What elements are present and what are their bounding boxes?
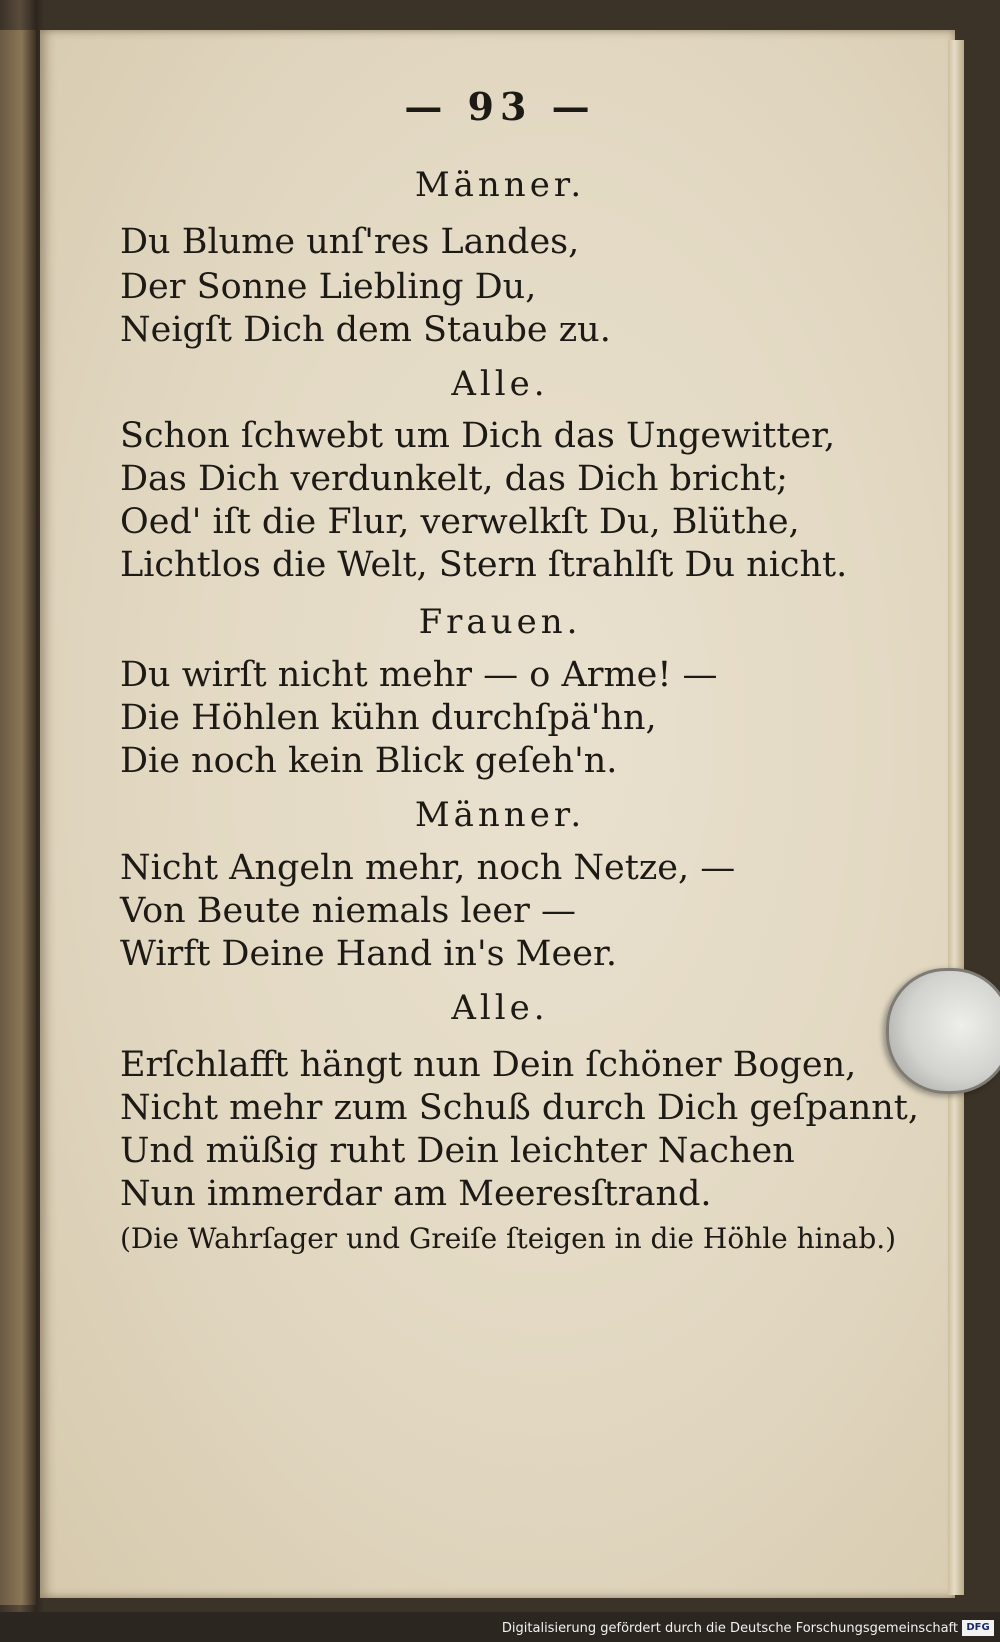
speaker-heading: Männer.: [414, 165, 586, 205]
verse-line: Die noch kein Blick geſeh'n.: [120, 741, 618, 781]
speaker-heading: Alle.: [451, 988, 549, 1028]
verse-line: Und müßig ruht Dein leichter Nachen: [120, 1131, 795, 1171]
verse-line: Lichtlos die Welt, Stern ſtrahlſt Du nicht.: [120, 545, 848, 585]
verse-line: Der Sonne Liebling Du,: [120, 267, 537, 307]
verse-line: Du Blume unſ'res Landes,: [120, 222, 580, 262]
stage-direction: (Die Wahrſager und Greiſe ſteigen in die Höhle hinab.): [120, 1222, 897, 1255]
dfg-logo: DFG: [962, 1620, 994, 1636]
speaker-heading: Frauen.: [418, 602, 582, 642]
verse-line: Oed' iſt die Flur, verwelkſt Du, Blüthe,: [120, 502, 800, 542]
page-number: — 93 —: [404, 84, 596, 129]
verse-line: Du wirſt nicht mehr — o Arme! —: [120, 655, 718, 695]
verse-line: Erſchlafft hängt nun Dein ſchöner Bogen,: [120, 1045, 857, 1085]
verse-line: Wirft Deine Hand in's Meer.: [120, 934, 617, 974]
verse-line: Nicht mehr zum Schuß durch Dich geſpannt,: [120, 1088, 920, 1128]
verse-line: Von Beute niemals leer —: [120, 891, 576, 931]
verse-line: Neigſt Dich dem Staube zu.: [120, 310, 611, 350]
verse-line: Das Dich verdunkelt, das Dich bricht;: [120, 459, 788, 499]
verse-line: Schon ſchwebt um Dich das Ungewitter,: [120, 416, 836, 456]
funding-credit: Digitalisierung gefördert durch die Deutsche Forschungsgemeinschaft: [501, 1621, 958, 1636]
speaker-heading: Männer.: [414, 795, 586, 835]
footer-bar: [0, 1612, 1000, 1642]
verse-line: Nun immerdar am Meeresſtrand.: [120, 1174, 712, 1214]
verse-line: Nicht Angeln mehr, noch Netze, —: [120, 848, 736, 888]
verse-line: Die Höhlen kühn durchſpä'hn,: [120, 698, 657, 738]
page-clip: [886, 968, 1000, 1094]
speaker-heading: Alle.: [451, 364, 549, 404]
